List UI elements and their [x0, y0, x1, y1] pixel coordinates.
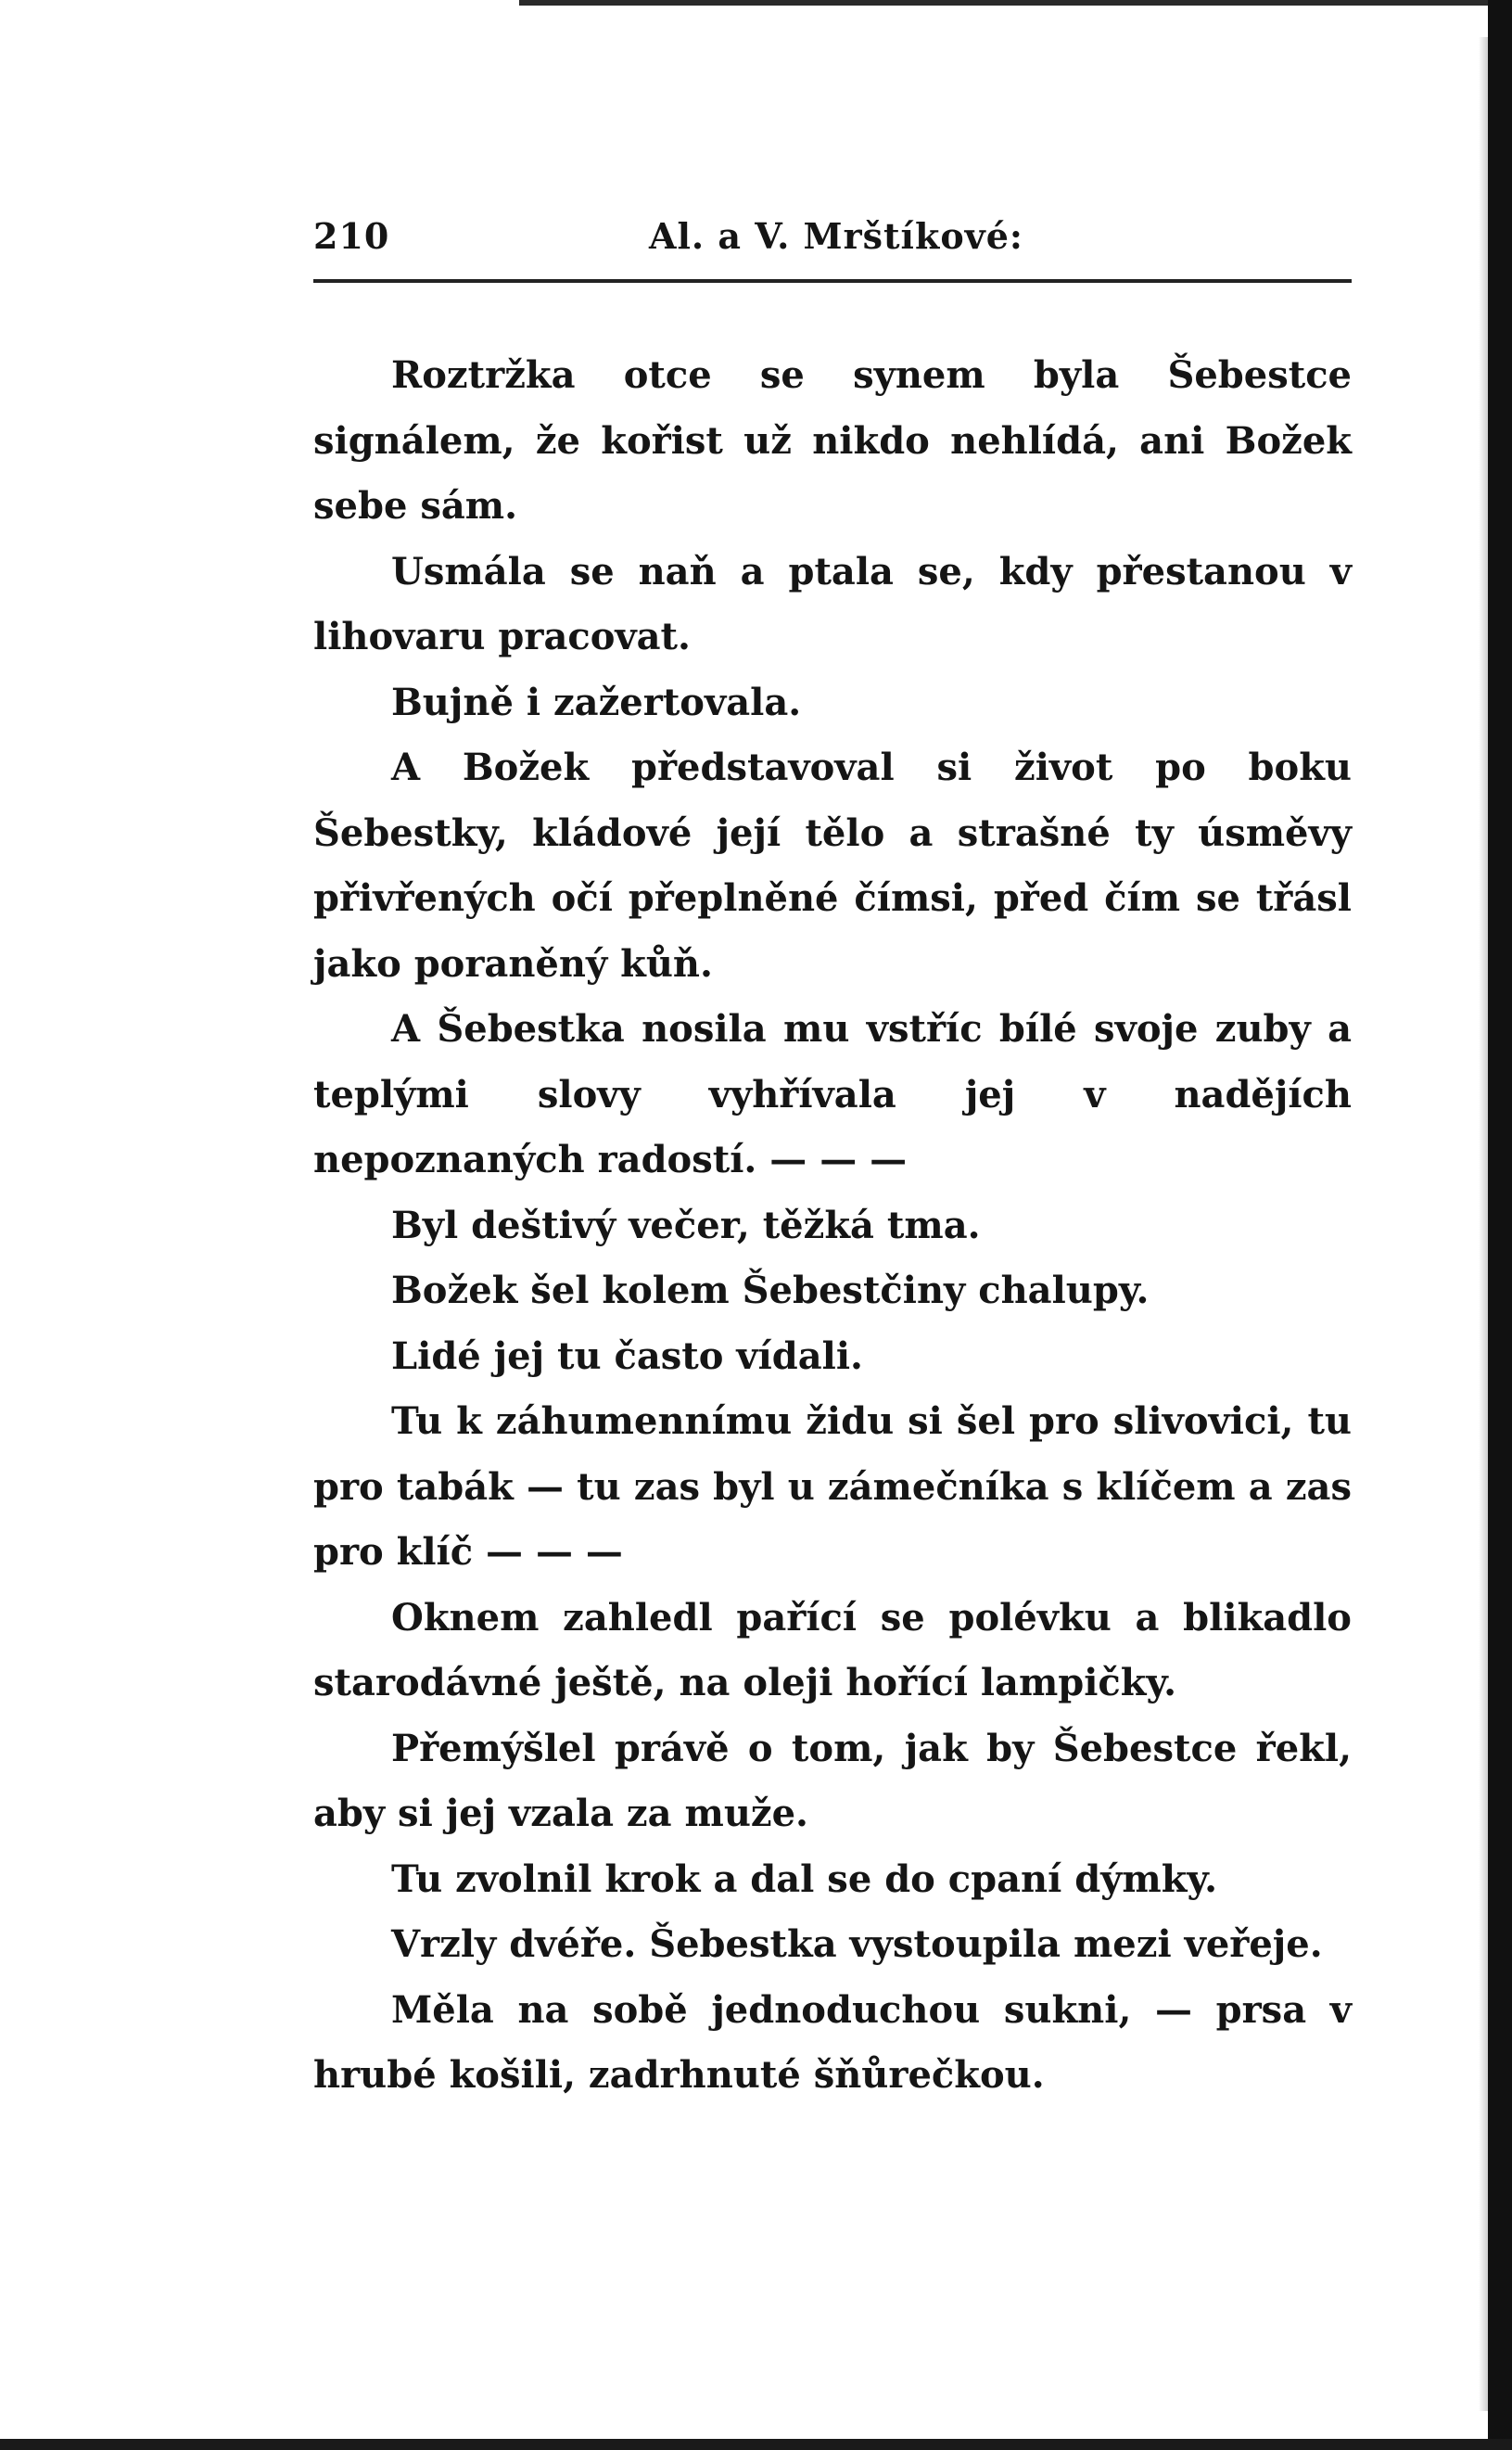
running-header — [313, 215, 1352, 271]
scan-edge-top — [519, 0, 1512, 6]
body-text — [313, 343, 1352, 2109]
paragraph: Božek šel kolem Šebestčiny chalupy. — [391, 1269, 1150, 1312]
paragraph: Tu zvolnil krok a dal se do cpaní dýmky. — [391, 1857, 1218, 1901]
paragraph: Tu k záhumennímu židu si šel pro slivovici, tu pro tabák — tu zas byl u zámečníka s klíčem a zas pro klíč — — — — [313, 1399, 1352, 1574]
paragraph: Přemýšlel právě o tom, jak by Šebestce řekl, aby si jej vzala za muže. — [313, 1726, 1352, 1835]
paragraph: Bujně i zažertovala. — [391, 680, 802, 724]
paragraph: Usmála se naň a ptala se, kdy přestanou v lihovaru pracovat. — [313, 549, 1352, 658]
running-title: Al. a V. Mrštíkové: — [649, 215, 1023, 257]
paragraph: Vrzly dvéře. Šebestka vystoupila mezi veřeje. — [391, 1922, 1323, 1966]
paragraph: Měla na sobě jednoduchou sukni, — prsa v hrubé košili, zadrhnuté šňůrečkou. — [313, 1987, 1352, 2097]
paragraph: A Božek představoval si život po boku Šebestky, kládové její tělo a strašné ty úsměvy přivřených očí přeplněné čímsi, před čím se třásl jako poraněný kůň. — [313, 746, 1352, 986]
page-number: 210 — [313, 215, 390, 257]
paragraph: Byl deštivý večer, těžká tma. — [391, 1203, 981, 1247]
page-gutter-shadow — [1479, 37, 1488, 2411]
paragraph: A Šebestka nosila mu vstříc bílé svoje zuby a teplými slovy vyhřívala jej v nadějích nepoznaných radostí. — — — — [313, 1007, 1352, 1181]
paragraph: Roztržka otce se synem byla Šebestce signálem, že kořist už nikdo nehlídá, ani Božek sebe sám. — [313, 353, 1352, 528]
paragraph: Lidé jej tu často vídali. — [391, 1333, 863, 1378]
paragraph: Oknem zahledl pařící se polévku a blikadlo starodávné ještě, na oleji hořící lampičky. — [313, 1595, 1352, 1704]
scan-edge-right — [1488, 0, 1512, 2450]
scan-edge-bottom — [0, 2439, 1512, 2450]
header-rule — [313, 279, 1352, 283]
